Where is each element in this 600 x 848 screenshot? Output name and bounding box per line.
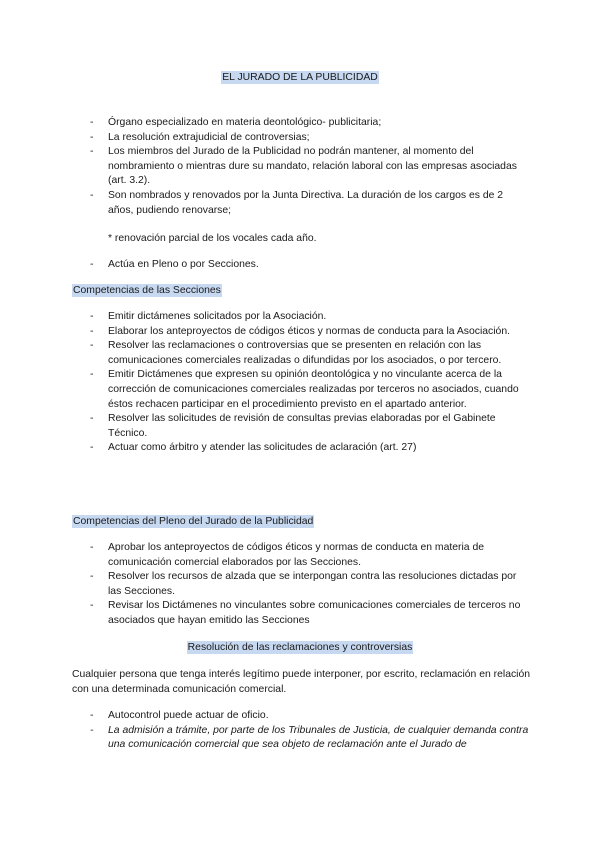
list-item: - Emitir dictámenes solicitados por la Asociación. [90,310,530,325]
list-item: - Aprobar los anteproyectos de códigos éticos y normas de conducta en materia de comunicación comercial elaborados por las Secciones. [90,541,530,570]
list-item: - Revisar los Dictámenes no vinculantes sobre comunicaciones comerciales de terceros no asociados que hayan emitido las Secciones [90,599,530,628]
list-item: - Órgano especializado en materia deontológico- publicitaria; [90,116,530,131]
list-item: - Actúa en Pleno o por Secciones. [90,258,530,273]
list-item: - Elaborar los anteproyectos de códigos éticos y normas de conducta para la Asociación. [90,325,530,340]
list-item: - Los miembros del Jurado de la Publicidad no podrán mantener, al momento del nombramiento o mientras dure su mandato, relación laboral con las empresas asociadas (art. 3.2). [90,145,530,189]
resolucion-heading-text: Resolución de las reclamaciones y controversias [187,642,413,653]
renewal-note: * renovación parcial de los vocales cada año. [108,233,317,244]
list-item: - Emitir Dictámenes que expresen su opinión deontológica y no vinculante acerca de la corrección de comunicaciones comerciales realizadas por terceros no asociados, cuando éstos rechacen participar en el procedimiento previsto en el apartado anterior. [90,368,530,412]
document-title [0,71,600,86]
list-item: - Autocontrol puede actuar de oficio. [90,709,530,724]
resolucion-list [90,709,530,753]
list-item: - Resolver las solicitudes de revisión de consultas previas elaboradas por el Gabinete Técnico. [90,412,530,441]
list-item: - Resolver las reclamaciones o controversias que se presenten en relación con las comunicaciones comerciales realizadas o difundidas por los asociados, o por tercero. [90,339,530,368]
resolucion-heading [0,641,600,656]
intro-list-last [90,258,530,273]
list-item: - Actuar como árbitro y atender las solicitudes de aclaración (art. 27) [90,441,530,456]
pleno-heading-text: Competencias del Pleno del Jurado de la Publicidad [73,516,314,527]
list-item: - Son nombrados y renovados por la Junta Directiva. La duración de los cargos es de 2 años, pudiendo renovarse; [90,189,530,218]
secciones-heading-text: Competencias de las Secciones [73,285,221,296]
secciones-heading [72,284,222,299]
list-item: - La resolución extrajudicial de controversias; [90,131,530,146]
pleno-list [90,541,530,629]
list-item: - Resolver los recursos de alzada que se interpongan contra las resoluciones dictadas por las Secciones. [90,570,530,599]
pleno-heading [72,515,314,530]
resolucion-paragraph: Cualquier persona que tenga interés legítimo puede interponer, por escrito, reclamación en relación con una determinada comunicación comercial. [72,669,531,695]
secciones-list [90,310,530,456]
list-item-italic: - La admisión a trámite, por parte de los Tribunales de Justicia, de cualquier demanda contra una comunicación comercial que sea objeto de reclamación ante el Jurado de [90,724,530,753]
intro-list [90,116,530,218]
document-title-text: EL JURADO DE LA PUBLICIDAD [222,72,378,83]
